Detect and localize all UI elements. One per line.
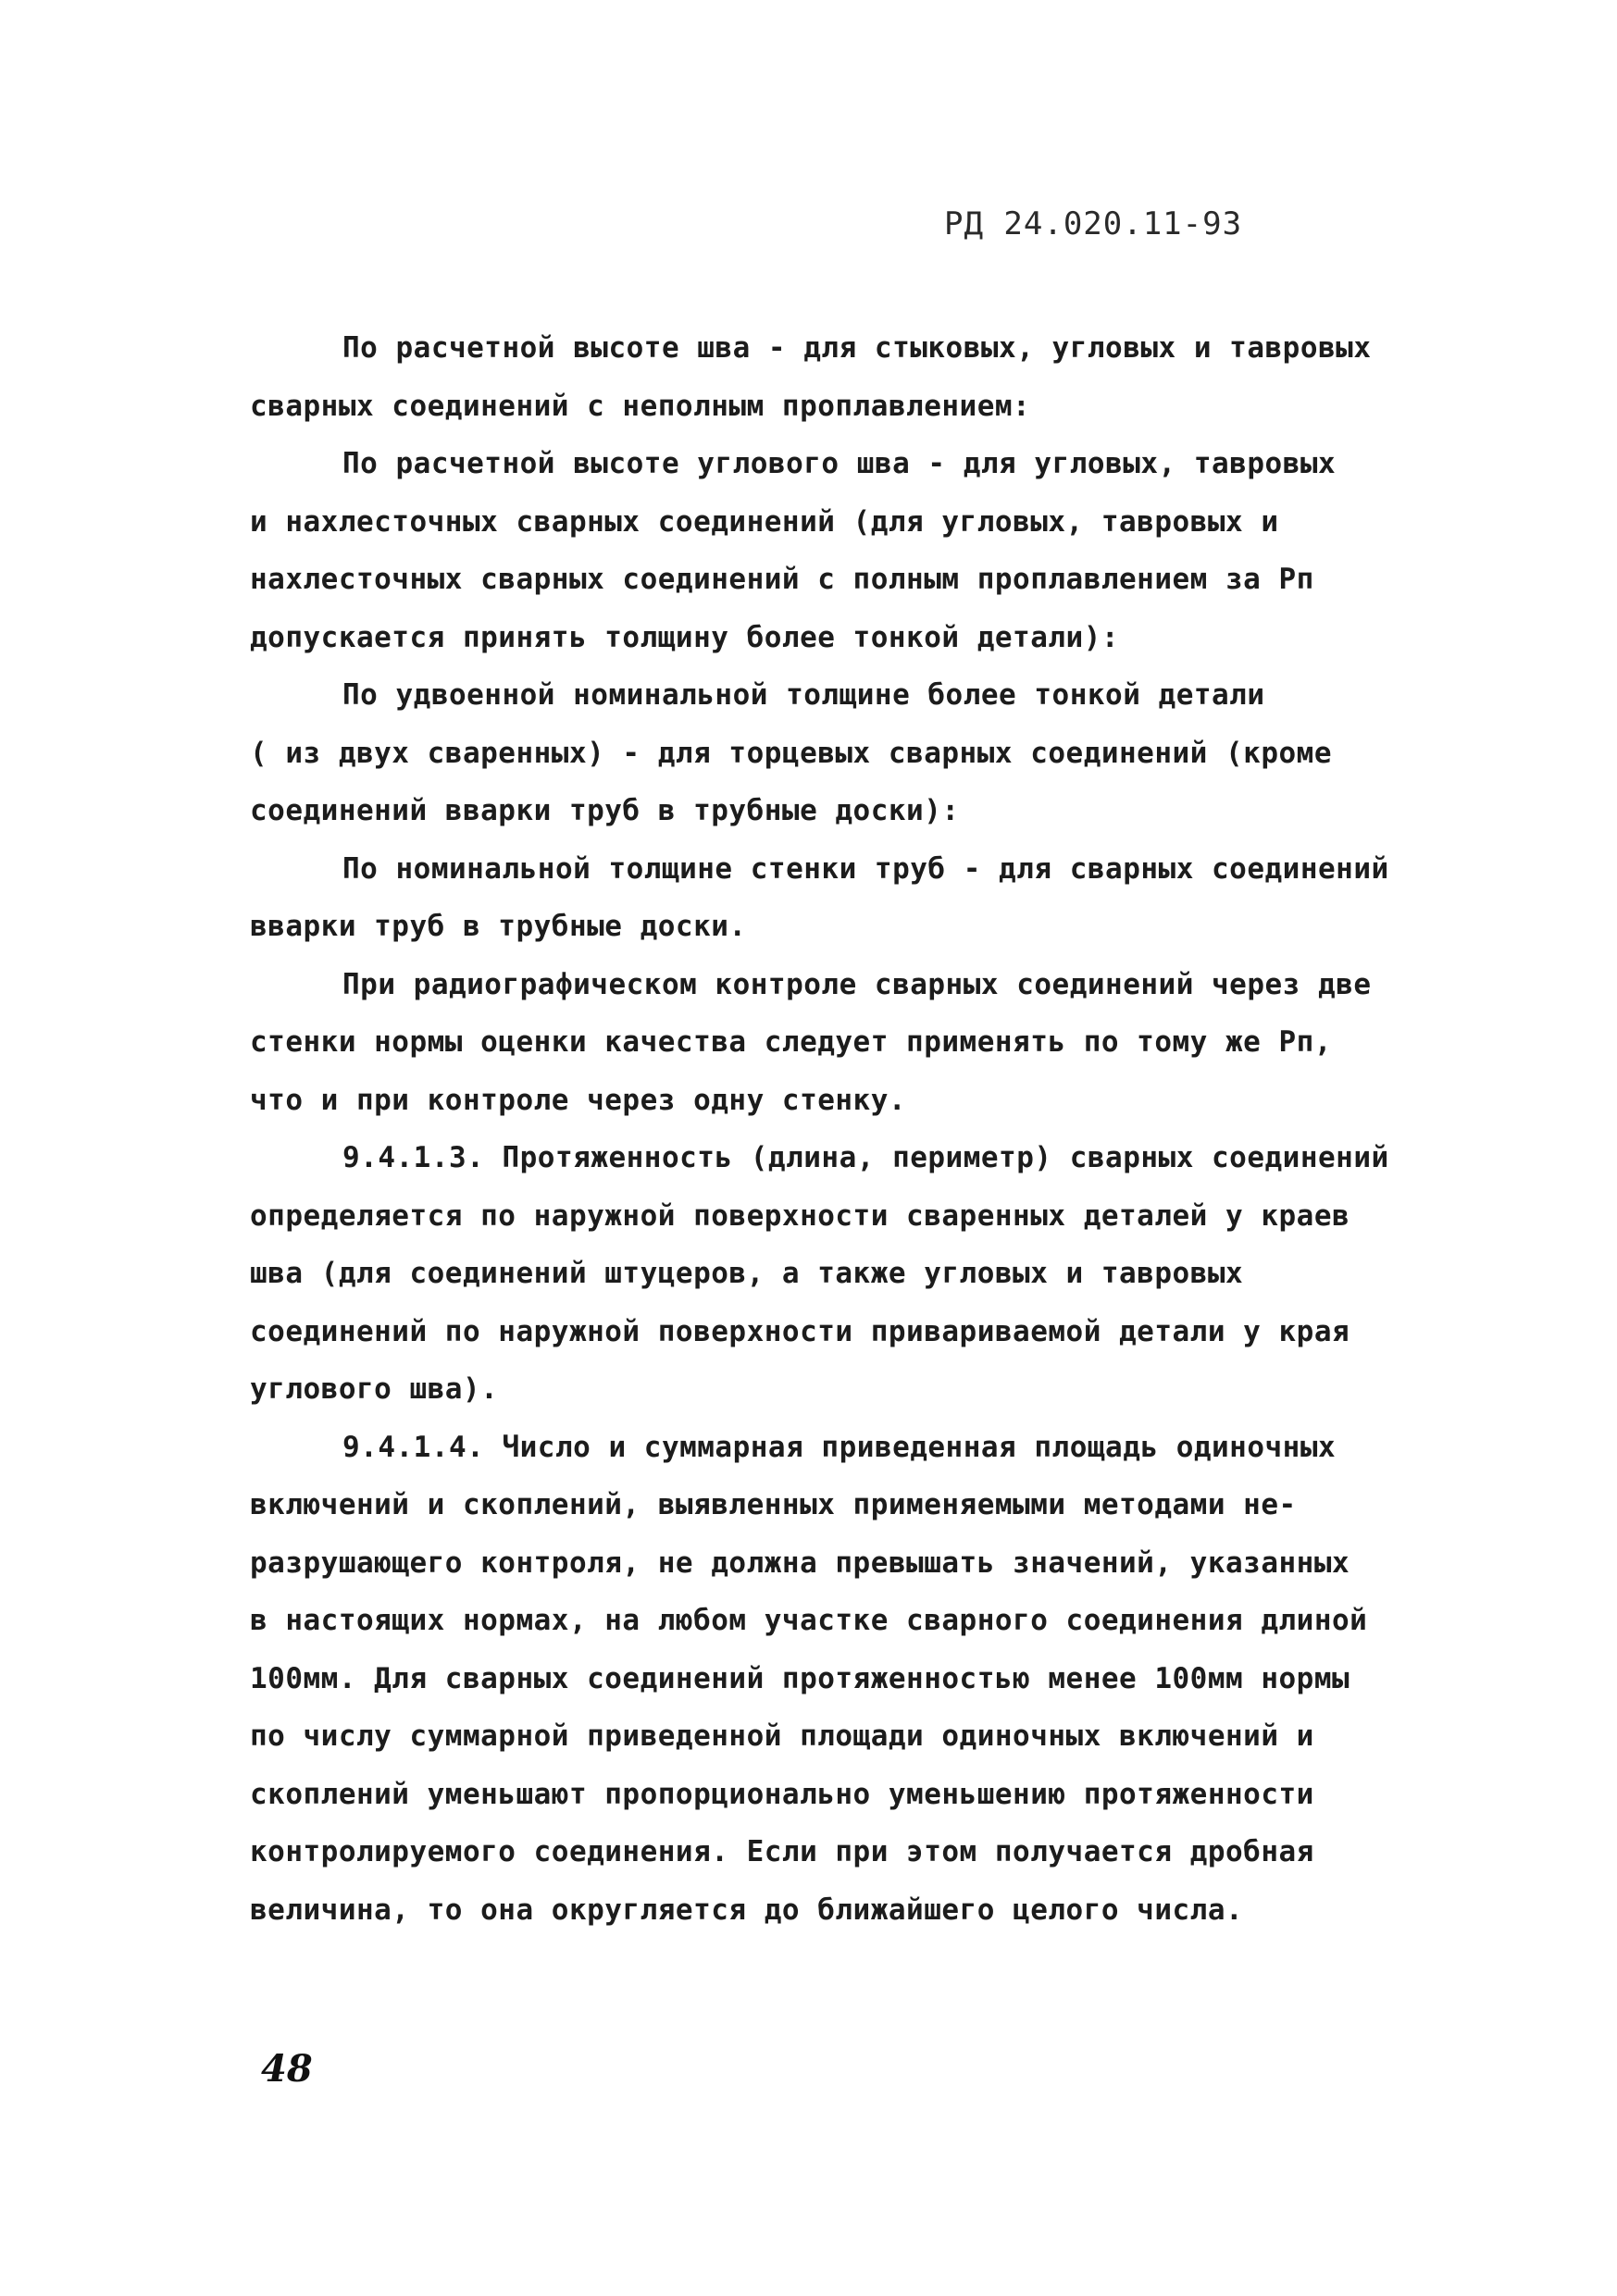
- page-number: 48: [261, 2047, 313, 2091]
- text-line: шва (для соединений штуцеров, а также угловых и тавровых: [250, 1257, 1244, 1290]
- text-line: разрушающего контроля, не должна превышать значений, указанных: [250, 1545, 1350, 1580]
- text-line: в настоящих нормах, на любом участке сварного соединения длиной: [250, 1604, 1368, 1637]
- text-line: и нахлесточных сварных соединений (для угловых, тавровых и: [250, 504, 1279, 539]
- text-line: стенки нормы оценки качества следует применять по тому же Рп,: [250, 1025, 1332, 1059]
- document-body: [250, 319, 1407, 1939]
- text-line: По расчетной высоте шва - для стыковых, угловых и тавровых: [342, 331, 1372, 365]
- text-line: определяется по наружной поверхности сваренных деталей у краев: [250, 1198, 1350, 1233]
- text-line: По удвоенной номинальной толщине более тонкой детали: [342, 678, 1265, 712]
- text-line: сварных соединений с неполным проплавлением:: [250, 389, 1031, 423]
- text-line: соединений вварки труб в трубные доски):: [250, 794, 960, 827]
- text-line: 9.4.1.3. Протяженность (длина, периметр) сварных соединений: [342, 1141, 1389, 1174]
- text-line: вварки труб в трубные доски.: [250, 910, 747, 943]
- text-line: скоплений уменьшают пропорционально уменьшению протяженности: [250, 1777, 1314, 1811]
- text-line: углового шва).: [250, 1372, 499, 1406]
- text-line: 100мм. Для сварных соединений протяженностью менее 100мм нормы: [250, 1661, 1350, 1695]
- text-line: величина, то она округляется до ближайшего целого числа.: [250, 1893, 1244, 1927]
- text-line: включений и скоплений, выявленных применяемыми методами не-: [250, 1488, 1297, 1521]
- text-line: По номинальной толщине стенки труб - для сварных соединений: [342, 851, 1389, 886]
- text-line: допускается принять толщину более тонкой детали):: [250, 620, 1120, 654]
- text-line: нахлесточных сварных соединений с полным проплавлением за Рп: [250, 563, 1314, 596]
- text-line: По расчетной высоте углового шва - для угловых, тавровых: [342, 447, 1337, 480]
- text-line: что и при контроле через одну стенку.: [250, 1083, 907, 1117]
- document-code: РД 24.020.11-93: [944, 205, 1243, 242]
- text-line: ( из двух сваренных) - для торцевых сварных соединений (кроме: [250, 736, 1332, 770]
- text-line: соединений по наружной поверхности привариваемой детали у края: [250, 1314, 1350, 1348]
- text-line: При радиографическом контроле сварных соединений через две: [342, 967, 1372, 1001]
- text-line: контролируемого соединения. Если при этом получается дробная: [250, 1835, 1314, 1868]
- text-line: по числу суммарной приведенной площади одиночных включений и: [250, 1719, 1314, 1753]
- text-line: 9.4.1.4. Число и суммарная приведенная площадь одиночных: [342, 1430, 1337, 1464]
